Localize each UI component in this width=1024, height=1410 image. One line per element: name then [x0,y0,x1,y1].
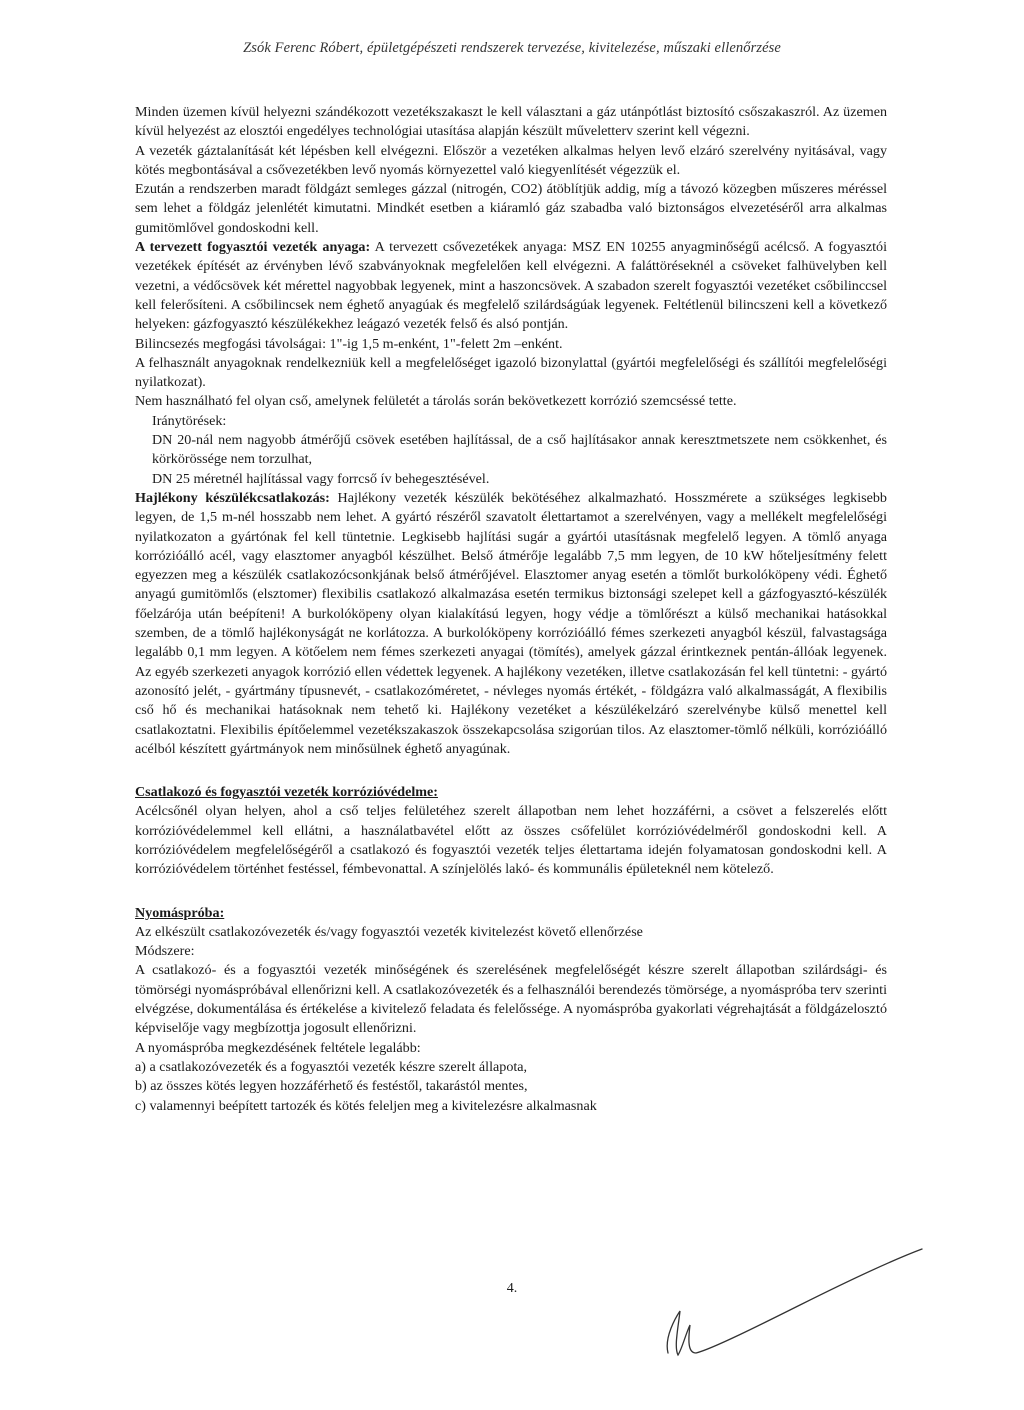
section-heading: Csatlakozó és fogyasztói vezeték korrózióvédelme: [135,784,438,801]
paragraph: A felhasznált anyagoknak rendelkezniük kell a megfelelőséget igazoló bizonylattal (gyártói megfelelőségi és szállítói megfelelőségi nyilatkozat). [135,354,887,391]
paragraph: A csatlakozó- és a fogyasztói vezeték minőségének és szerelésének megfelelőségét készre szerelt állapotban szilárdsági- és tömörségi nyomáspróbával ellenőrizni kell. A csatlakozóvezeték és a felhasználói berendezés tömörsége, a nyomáspróba terv szerinti elvégzése, dokumentálása és értékelése a kivitelező feladata és felelőssége. A nyomáspróba gyakorlati végrehajtását a földgázelosztó képviselője vagy megbízottja jogosult ellenőrizni. [135,962,887,1037]
document-body [135,103,887,1116]
page-header: Zsók Ferenc Róbert, épületgépészeti rendszerek tervezése, kivitelezése, műszaki ellenőrzése [243,40,781,56]
list-item: a) a csatlakozóvezeték és a fogyasztói vezeték készre szerelt állapota, [135,1058,528,1075]
paragraph: Iránytörések: [152,412,227,429]
paragraph [135,238,887,334]
paragraph: Bilincsezés megfogási távolságai: 1"-ig 1,5 m-enként, 1"-felett 2m –enként. [135,335,563,352]
section-heading: Nyomáspróba: [135,904,225,921]
paragraph [135,431,887,470]
paragraph: Nem használható fel olyan cső, amelynek felületét a tárolás során bekövetkezett korrózió szemcséssé tette. [135,393,737,410]
paragraph: Acélcsőnél olyan helyen, ahol a cső teljes felületéhez szerelt állapotban nem lehet hozzáférni, a csövet a felszerelés előtt korrózióvédelemmel kell ellátni, a használatbavétel előtt az összes csőfelület korrózióvédelméről gondoskodni kell. A korrózióvédelem megfelelőségéről a csatlakozó és fogyasztói vezeték teljes élettartama idején folyamatosan gondoskodni kell. A korrózióvédelem történhet festéssel, fémbevonattal. A színjelölés lakó- és kommunális épületeknél nem kötelező. [135,803,887,878]
paragraph-text: DN 20-nál nem nagyobb átmérőjű csövek esetében hajlítással, de a cső hajlításakor annak keresztmetszete nem csökkenhet, és körkörössége nem torzulhat, [152,432,887,468]
list-item: b) az összes kötés legyen hozzáférhető és festéstől, takarástól mentes, [135,1078,528,1095]
page-number: 4. [506,1281,518,1296]
list-item: c) valamennyi beépített tartozék és kötés feleljen meg a kivitelezésre alkalmasnak [135,1097,597,1114]
signature-icon [640,1225,940,1375]
paragraph: Módszere: [135,943,195,960]
paragraph: Minden üzemen kívül helyezni szándékozott vezetékszakaszt le kell választani a gáz utánpótlást biztosító csőszakaszról. Az üzemen kívül helyezést az elosztói engedélyes technológiai utasítása alapján készült műveletterv szerint kell végezni. [135,104,887,140]
paragraph: Az elkészült csatlakozóvezeték és/vagy fogyasztói vezeték kivitelezést követő ellenőrzése [135,923,643,940]
paragraph-text: Hajlékony vezeték készülék bekötéséhez alkalmazható. Hosszmérete a szükséges legkisebb legyen, de 1,5 m-nél hosszabb nem lehet. A gyártó részéről szavatolt élettartamot a szerelvényen, vagy a mellékelt megfelelőségi nyilatkozaton a gyártónak fel kell tüntetnie. Legkisebb hajlítási sugár a gyártói utasításnak megfelelő legyen. A tömlő anyaga korrózióálló acél, vagy elasztomer anyagból készülhet. Belső átmérője legalább 7,5 mm legyen, de 10 kW hőteljesítmény felett egyezzen meg a készülék csatlakozócsonkjának belső átmérőjével. Elasztomer anyag esetén a tömlőt burkolóköpeny védi. Éghető anyagú gumitömlős (elsztomer) flexibilis csatlakozó alkalmazása esetén termikus biztonsági szelepet kell a gázfogyasztó-készülék főelzárója után beépíteni! A burkolóköpeny olyan kialakítású legyen, hogy védje a tömlőrészt a külső mechanikai hatásokkal szemben, de a tömlő hajlékonyságát ne korlátozza. A burkolóköpeny korrózióálló fémes szerkezeti anyagból készül, falvastagsága legalább 0,1 mm legyen. A kötőelem nem fémes szerkezeti anyagai (tömítés), amelyek gázzal érintkeznek pentán-állóak legyenek. Az egyéb szerkezeti anyagok korrózió ellen védettek legyenek. A hajlékony vezetéken, illetve csatlakozásán fel kell tüntetni: - gyártó azonosító jelét, - gyártmány típusnevét, - csatlakozóméretet, - névleges nyomás értékét, - földgázra való alkalmasságát, A flexibilis cső hő és mechanikai hatásoknak nem tehető ki. Hajlékony vezetéket a készülékelzáró szerelvénybe külső menettel kell csatlakoztatni. Flexibilis építőelemmel vezetékszakaszok összekapcsolása szigorúan tilos. Az elasztomer-tömlő nélküli, korrózióálló acélból készített gyártmányok nem minősülnek éghető anyagúnak. [135,489,887,757]
paragraph: Ezután a rendszerben maradt földgázt semleges gázzal (nitrogén, CO2) átöblítjük addig, míg a távozó közegben műszeres méréssel sem lehet a földgáz jelenlétét kimutatni. Mindkét esetben a kiáramló gáz szabadba való biztonságos elvezetéséről arra alkalmas gumitömlővel gondoskodni kell. [135,181,887,236]
paragraph: A nyomáspróba megkezdésének feltétele legalább: [135,1039,421,1056]
paragraph [135,489,887,759]
paragraph: DN 25 méretnél hajlítással vagy forrcső ív behegesztésével. [152,470,490,487]
paragraph-lead: A tervezett fogyasztói vezeték anyaga: [135,239,371,256]
paragraph-lead: Hajlékony készülékcsatlakozás: [135,489,330,506]
paragraph: A vezeték gáztalanítását két lépésben kell elvégezni. Először a vezetéken alkalmas helyen levő elzáró szerelvény nyitásával, vagy kötés megbontásával a csővezetékben levő nyomás környezettel való kiegyenlítését végezzük el. [135,142,887,178]
paragraph-text: A tervezett csővezetékek anyaga: MSZ EN 10255 anyagminőségű acélcső. A fogyasztói vezetékek építését az érvényben lévő szabványoknak megfelelően kell elvégezni. A faláttöréseknél a csöveket falhüvelyben kell vezetni, a védőcsövek két mérettel nagyobbak legyenek, mint a haszoncsövek. A szabadon szerelt fogyasztói vezetéket csőbilinccsel kell felerősíteni. A csőbilincsek nem éghető anyagúak és megfelelő szilárdságúak legyenek. Feltétlenül bilincszeni kell a következő helyeken: gázfogyasztó készülékekhez leágazó vezeték felső és alsó pontján. [135,239,887,333]
